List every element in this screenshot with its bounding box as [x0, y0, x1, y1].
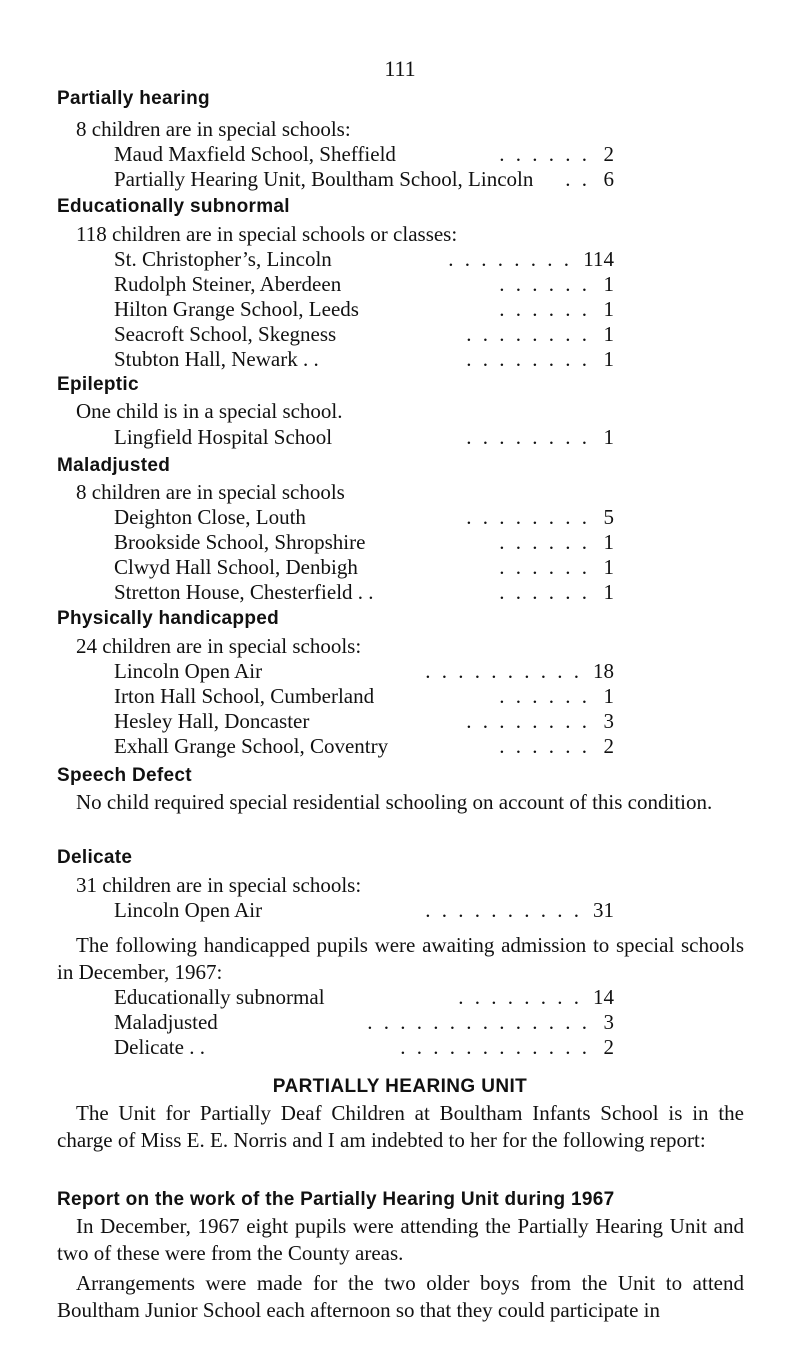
partially-hearing-unit-heading: PARTIALLY HEARING UNIT	[272, 1076, 528, 1097]
section-heading-epileptic: Epileptic	[57, 374, 139, 395]
pupil-count: 2	[603, 1035, 614, 1059]
leader-dots: . . . . . . . .	[466, 425, 590, 449]
speech-defect-paragraph: No child required special residential schooling on account of this condition.	[76, 790, 713, 814]
section-heading-speech-defect: Speech Defect	[57, 765, 192, 786]
pupil-count: 1	[603, 580, 614, 604]
report-paragraph-2: Arrangements were made for the two older boys from the Unit to attend Boultham Junior School each afternoon so that they could participate in	[57, 1271, 744, 1322]
section-heading-maladjusted: Maladjusted	[57, 455, 171, 476]
leader-dots: . . . . . .	[499, 272, 590, 296]
pupil-count: 1	[603, 347, 614, 371]
school-name: Exhall Grange School, Coventry	[114, 734, 389, 758]
report-heading: Report on the work of the Partially Hearing Unit during 1967	[57, 1189, 615, 1210]
leader-dots: . . . . . .	[499, 734, 590, 758]
page-number: 111	[384, 56, 416, 81]
awaiting-admission-paragraph: The following handicapped pupils were awaiting admission to special schools in December, 1967:	[57, 933, 744, 984]
section-intro: One child is in a special school.	[76, 399, 343, 423]
pupil-count: 5	[603, 505, 614, 529]
school-name: St. Christopher’s, Lincoln	[114, 247, 332, 271]
section-heading-physically-handicapped: Physically handicapped	[57, 608, 280, 629]
category-name: Maladjusted	[114, 1010, 218, 1034]
leader-dots: . . . . . .	[499, 530, 590, 554]
pupil-count: 1	[603, 297, 614, 321]
section-heading-delicate: Delicate	[57, 847, 133, 868]
section-intro: 8 children are in special schools	[76, 480, 345, 504]
leader-dots: . . . . . . . .	[466, 347, 590, 371]
leader-dots: . . . . . .	[499, 297, 590, 321]
school-name: Hilton Grange School, Leeds	[114, 297, 359, 321]
school-name: Hesley Hall, Doncaster	[114, 709, 310, 733]
pupil-count: 2	[603, 142, 614, 166]
pupil-count: 1	[603, 555, 614, 579]
section-intro: 118 children are in special schools or classes:	[76, 222, 458, 246]
pupil-count: 14	[593, 985, 614, 1009]
school-name: Lincoln Open Air	[114, 659, 263, 683]
unit-intro-paragraph: The Unit for Partially Deaf Children at Boultham Infants School is in the charge of Miss E. E. Norris and I am indebted to her for the following report:	[57, 1101, 744, 1152]
pupil-count: 3	[603, 709, 614, 733]
pupil-count: 3	[603, 1010, 614, 1034]
leader-dots: . . . . . .	[499, 684, 590, 708]
pupil-count: 1	[603, 684, 614, 708]
section-intro: 24 children are in special schools:	[76, 634, 362, 658]
leader-dots: . . . . . . . .	[448, 247, 572, 271]
school-name: Deighton Close, Louth	[114, 505, 306, 529]
pupil-count: 1	[603, 530, 614, 554]
pupil-count: 1	[603, 425, 614, 449]
category-name: Educationally subnormal	[114, 985, 325, 1009]
leader-dots: . . . . . .	[499, 142, 590, 166]
report-paragraph-1: In December, 1967 eight pupils were attending the Partially Hearing Unit and two of these were from the County areas.	[57, 1214, 744, 1265]
pupil-count: 2	[603, 734, 614, 758]
section-intro: 31 children are in special schools:	[76, 873, 362, 897]
pupil-count: 114	[583, 247, 614, 271]
pupil-count: 1	[603, 322, 614, 346]
school-name: Rudolph Steiner, Aberdeen	[114, 272, 342, 296]
category-name: Delicate . .	[114, 1035, 205, 1059]
school-name: Seacroft School, Skegness	[114, 322, 337, 346]
leader-dots: . . . . . . . .	[466, 709, 590, 733]
leader-dots: . . . . . .	[499, 555, 590, 579]
school-name: Brookside School, Shropshire	[114, 530, 366, 554]
pupil-count: 6	[603, 167, 614, 191]
section-heading-educationally-subnormal: Educationally subnormal	[57, 196, 290, 217]
school-name: Partially Hearing Unit, Boultham School, Lincoln	[114, 167, 534, 191]
pupil-count: 18	[593, 659, 614, 683]
leader-dots: . . . . . .	[499, 580, 590, 604]
section-intro: 8 children are in special schools:	[76, 117, 351, 141]
school-name: Lingfield Hospital School	[114, 425, 333, 449]
pupil-count: 31	[593, 898, 614, 922]
school-name: Lincoln Open Air	[114, 898, 263, 922]
leader-dots: . . . . . . . .	[458, 985, 582, 1009]
school-name: Stubton Hall, Newark . .	[114, 347, 319, 371]
school-name: Maud Maxfield School, Sheffield	[114, 142, 396, 166]
leader-dots: . . . . . . . . . . . . . .	[367, 1010, 590, 1034]
leader-dots: . . . . . . . .	[466, 322, 590, 346]
school-name: Stretton House, Chesterfield . .	[114, 580, 374, 604]
leader-dots: . . . . . . . . . .	[425, 898, 582, 922]
pupil-count: 1	[603, 272, 614, 296]
leader-dots: . . . . . . . . . .	[425, 659, 582, 683]
section-heading-partially-hearing: Partially hearing	[57, 88, 210, 109]
school-name: Irton Hall School, Cumberland	[114, 684, 375, 708]
leader-dots: . .	[565, 167, 590, 191]
school-name: Clwyd Hall School, Denbigh	[114, 555, 358, 579]
leader-dots: . . . . . . . .	[466, 505, 590, 529]
leader-dots: . . . . . . . . . . . .	[400, 1035, 590, 1059]
